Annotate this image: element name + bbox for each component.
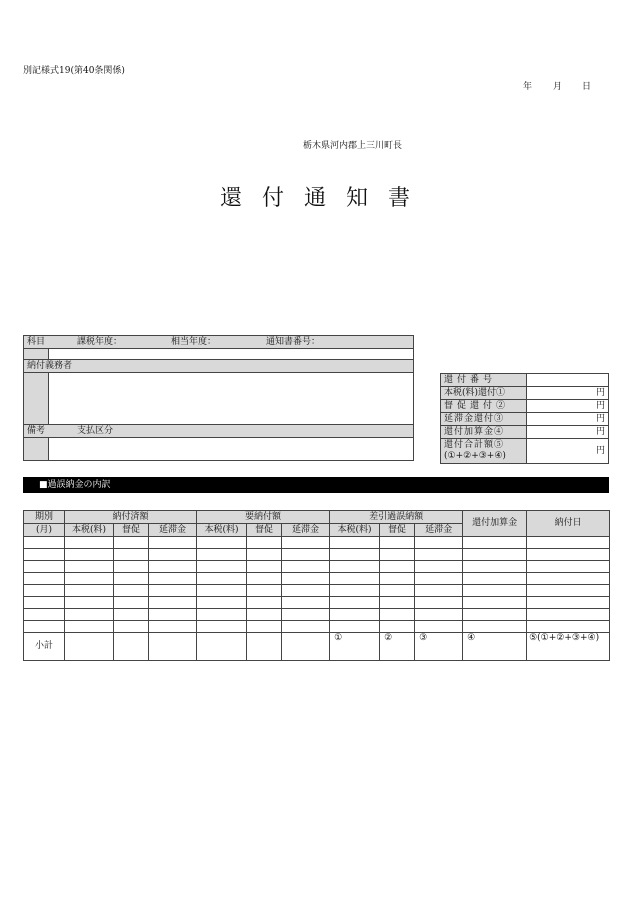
- taxpayer-info-box: [23, 335, 414, 461]
- subtotal-mark: ②: [380, 633, 415, 661]
- refund-value: 円: [527, 400, 609, 413]
- refund-value: [527, 374, 609, 387]
- required-group-header: 要納付額: [197, 511, 330, 524]
- table-row: [441, 387, 609, 400]
- date-month-label: 月: [553, 82, 563, 92]
- document-title: 還付通知書: [219, 186, 430, 211]
- section-title: ■過誤納金の内訳: [39, 480, 111, 490]
- table-row: [24, 585, 610, 597]
- subheader-cell: 本税(料): [330, 524, 380, 537]
- subtotal-mark: ③: [415, 633, 463, 661]
- refund-label: 督促還付②: [441, 400, 527, 413]
- relevant-year-label: 相当年度：: [171, 337, 217, 347]
- table-row: [24, 573, 610, 585]
- table-row: [441, 426, 609, 439]
- table-row: [441, 400, 609, 413]
- issuer-name: 栃木県河内郡上三川町長: [303, 141, 403, 151]
- diff-group-header: 差引過誤納額: [330, 511, 463, 524]
- subheader-cell: 督促: [380, 524, 415, 537]
- subtotal-mark: ⑤(①+②+③+④): [527, 633, 610, 661]
- refund-label: 延滞金還付③: [441, 413, 527, 426]
- refund-total-line2: (①+②+③+④): [444, 451, 506, 461]
- table-row: [24, 597, 610, 609]
- table-row: [24, 561, 610, 573]
- subheader-cell: 本税(料): [197, 524, 247, 537]
- subheader-cell: 延滞金: [415, 524, 463, 537]
- subject-label: 科目: [27, 337, 46, 347]
- subheader-cell: 督促: [114, 524, 149, 537]
- subheader-cell: 延滞金: [149, 524, 197, 537]
- subtotal-label: 小計: [24, 633, 65, 661]
- refund-value: 円: [527, 413, 609, 426]
- refund-label: 本税(料)還付①: [441, 387, 527, 400]
- refund-label: 還付加算金④: [441, 426, 527, 439]
- refund-value: 円: [527, 387, 609, 400]
- payment-class-label: 支払区分: [77, 426, 114, 436]
- table-row: [24, 621, 610, 633]
- date-year-label: 年: [523, 82, 533, 92]
- remarks-label: 備考: [27, 426, 46, 436]
- subheader-cell: 督促: [247, 524, 282, 537]
- table-row: [24, 609, 610, 621]
- period-header-2: (月): [24, 524, 65, 537]
- table-row: [24, 549, 610, 561]
- table-row: [441, 413, 609, 426]
- table-row: [24, 537, 610, 549]
- pay-date-header: 納付日: [527, 511, 610, 537]
- taxpayer-label: 納付義務者: [27, 361, 73, 371]
- overpayment-detail-table: [23, 510, 610, 661]
- subtotal-mark: ④: [463, 633, 527, 661]
- refund-label: 還付番号: [441, 374, 527, 387]
- refund-add-header: 還付加算金: [463, 511, 527, 537]
- tax-year-label: 課税年度：: [77, 337, 123, 347]
- notice-number-label: 通知書番号：: [266, 337, 321, 347]
- section-header-bar: [23, 477, 609, 493]
- paid-group-header: 納付済額: [65, 511, 197, 524]
- table-header-row: [24, 511, 610, 524]
- refund-value: 円: [527, 426, 609, 439]
- form-reference: 別記様式19(第40条関係): [23, 66, 125, 76]
- subtotal-mark: ①: [330, 633, 380, 661]
- subtotal-row: [24, 633, 610, 661]
- table-row: [441, 439, 609, 464]
- subheader-cell: 延滞金: [282, 524, 330, 537]
- period-header-1: 期別: [24, 511, 65, 524]
- refund-total-line1: 還付合計額⑤: [444, 440, 505, 450]
- table-row: [441, 374, 609, 387]
- refund-summary-table: [440, 373, 609, 464]
- subheader-cell: 本税(料): [65, 524, 114, 537]
- date-day-label: 日: [582, 82, 592, 92]
- refund-total-label: [441, 439, 527, 464]
- refund-total-value: 円: [527, 439, 609, 464]
